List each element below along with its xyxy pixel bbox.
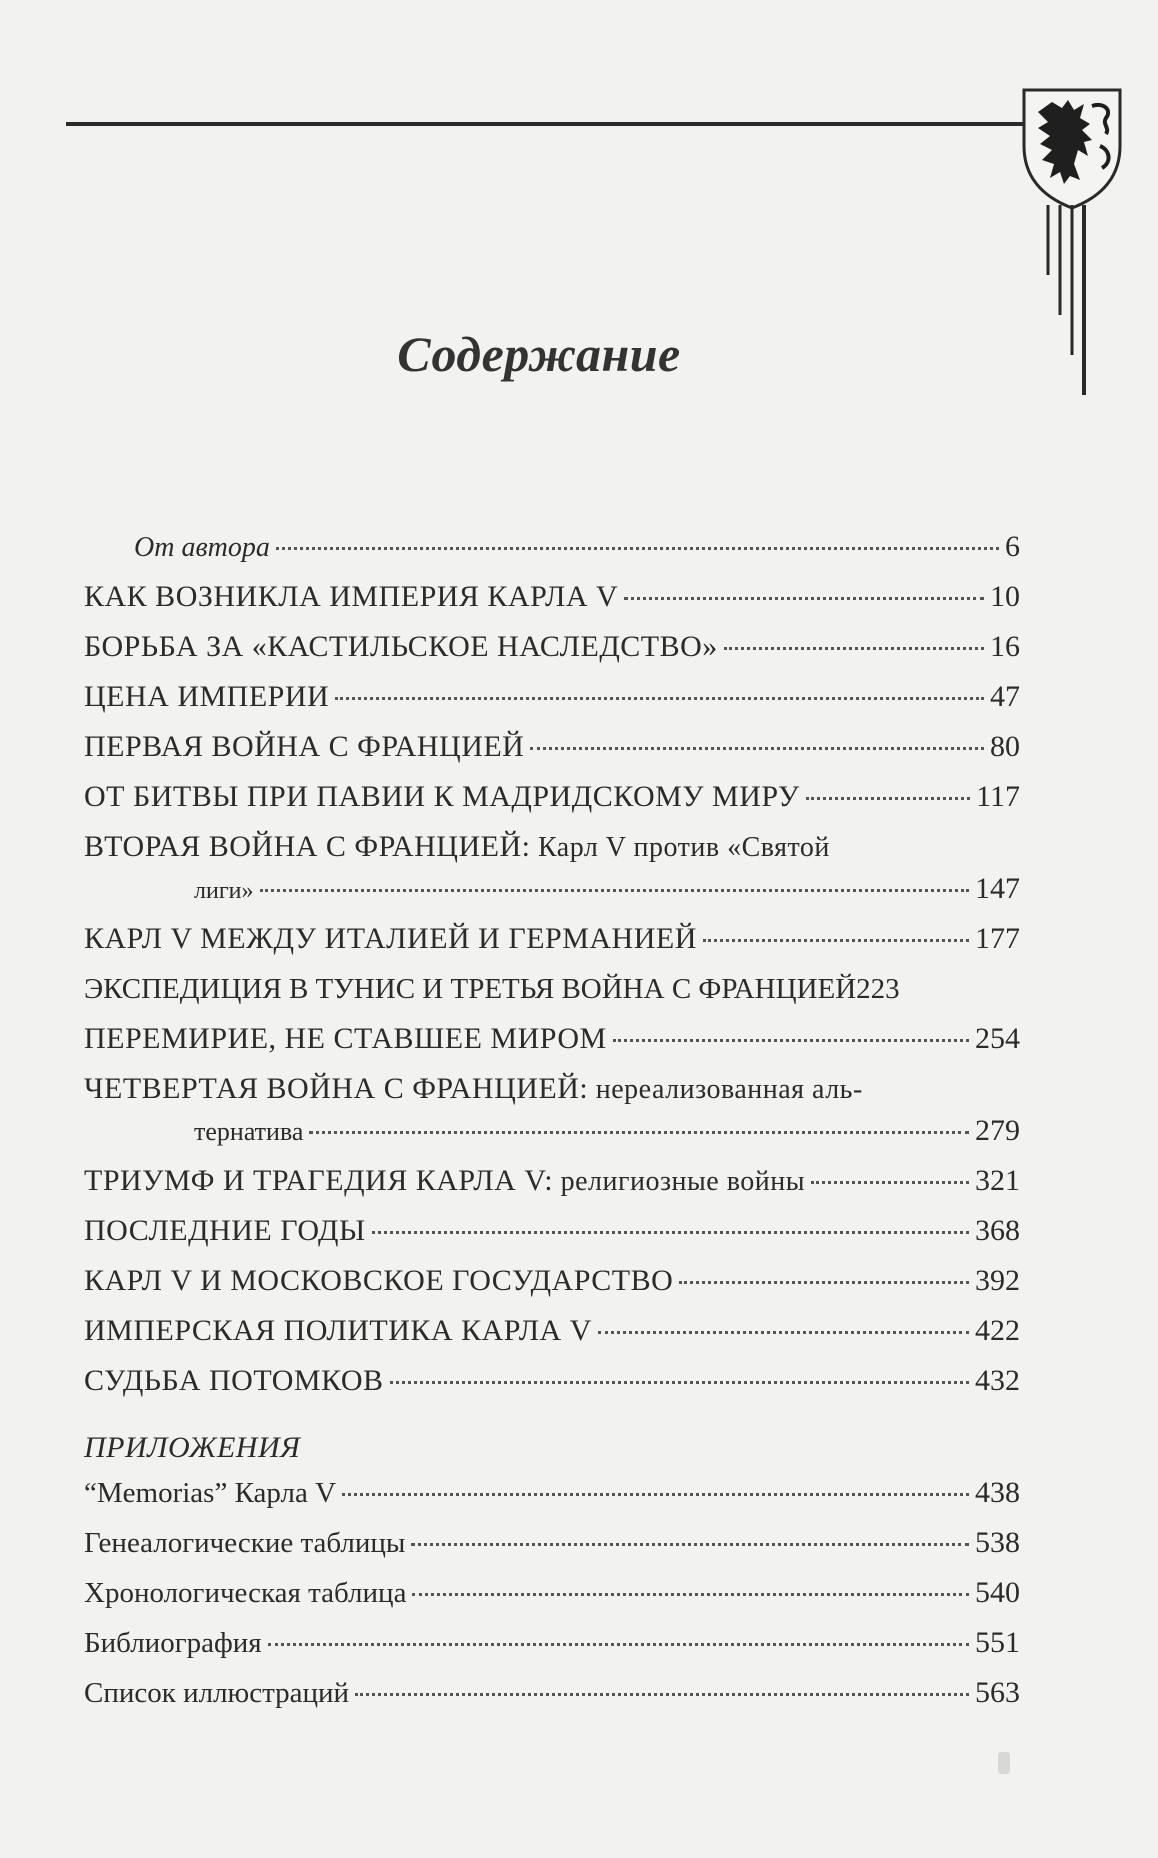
toc-entry-page: 147 xyxy=(975,872,1020,905)
toc-entry-title-caps: ЧЕТВЕРТАЯ ВОЙНА С ФРАНЦИЕЙ: xyxy=(84,1072,589,1105)
toc-entry-page: 321 xyxy=(975,1164,1020,1197)
toc-entry-title: ЭКСПЕДИЦИЯ В ТУНИС И ТРЕТЬЯ ВОЙНА С ФРАНЦИЕЙ xyxy=(84,973,857,1005)
toc-entry[interactable] xyxy=(84,1214,1020,1264)
toc-entry-page: 223 xyxy=(856,973,900,1005)
leader-dots xyxy=(598,1331,969,1334)
toc-entry-page: 117 xyxy=(976,780,1020,813)
toc-entry[interactable] xyxy=(84,1264,1020,1314)
toc-entry-page: 432 xyxy=(975,1364,1020,1397)
toc-entry-title-cont: тернатива xyxy=(194,1117,304,1146)
toc-entry-page: 177 xyxy=(975,922,1020,955)
toc-entry-title: КАК ВОЗНИКЛА ИМПЕРИЯ КАРЛА V xyxy=(84,580,619,613)
toc-entry-title: ИМПЕРСКАЯ ПОЛИТИКА КАРЛА V xyxy=(84,1314,592,1347)
appendix-entry-title: Генеалогические таблицы xyxy=(84,1527,406,1559)
leader-dots xyxy=(372,1231,969,1234)
appendix-heading: ПРИЛОЖЕНИЯ xyxy=(84,1431,301,1464)
table-of-contents xyxy=(84,530,1020,1726)
leader-dots xyxy=(260,889,969,892)
toc-entry[interactable] xyxy=(84,922,1020,972)
toc-entry-title-rest: религиозные войны xyxy=(553,1166,806,1197)
toc-entry[interactable] xyxy=(84,1314,1020,1364)
leader-dots xyxy=(390,1381,969,1384)
appendix-entry-page: 563 xyxy=(975,1676,1020,1709)
leader-dots xyxy=(412,1593,969,1596)
toc-entry[interactable] xyxy=(84,530,1020,580)
leader-dots xyxy=(724,647,984,650)
leader-dots xyxy=(806,797,971,800)
toc-entry[interactable] xyxy=(84,1072,1020,1114)
toc-entry-title: ПЕРВАЯ ВОЙНА С ФРАНЦИЕЙ xyxy=(84,730,525,763)
toc-entry-page: 254 xyxy=(975,1022,1020,1055)
toc-entry-continuation[interactable] xyxy=(84,1114,1020,1164)
toc-entry-title: СУДЬБА ПОТОМКОВ xyxy=(84,1364,384,1397)
leader-dots xyxy=(679,1281,969,1284)
toc-entry-page: 368 xyxy=(975,1214,1020,1247)
toc-entry-page: 422 xyxy=(975,1314,1020,1347)
appendix-entry-page: 551 xyxy=(975,1626,1020,1659)
leader-dots xyxy=(268,1643,969,1646)
toc-entry[interactable] xyxy=(84,680,1020,730)
leader-dots xyxy=(811,1181,969,1184)
toc-entry-page: 279 xyxy=(975,1114,1020,1147)
toc-entry-title-caps: ВТОРАЯ ВОЙНА С ФРАНЦИЕЙ: xyxy=(84,830,531,863)
heraldic-lion-shield-icon xyxy=(1018,84,1126,212)
appendix-entry-page: 438 xyxy=(975,1476,1020,1509)
appendix-entry[interactable] xyxy=(84,1626,1020,1676)
appendix-entry[interactable] xyxy=(84,1476,1020,1526)
leader-dots xyxy=(276,547,999,550)
appendix-entry-title: Список иллюстраций xyxy=(84,1677,350,1709)
toc-entry-title: От автора xyxy=(134,532,270,563)
toc-entry-title-caps: ТРИУМФ И ТРАГЕДИЯ КАРЛА V: xyxy=(84,1164,554,1197)
toc-entry-title-rest: нереализованная аль- xyxy=(588,1074,863,1105)
toc-entry[interactable] xyxy=(84,972,1020,1022)
toc-entry[interactable] xyxy=(84,780,1020,830)
toc-entry[interactable] xyxy=(84,830,1020,872)
appendix-entry-title: “Memorias” Карла V xyxy=(84,1477,337,1509)
page-title: Содержание xyxy=(397,326,681,382)
toc-entry[interactable] xyxy=(84,630,1020,680)
toc-entry-continuation[interactable] xyxy=(84,872,1020,922)
toc-entry-title xyxy=(84,1072,863,1107)
appendix-entry-title: Библиография xyxy=(84,1627,262,1659)
toc-entry-page: 80 xyxy=(990,730,1020,763)
toc-entry-title-rest: Карл V против «Святой xyxy=(530,832,830,863)
toc-entry-title: ПЕРЕМИРИЕ, НЕ СТАВШЕЕ МИРОМ xyxy=(84,1022,607,1055)
leader-dots xyxy=(613,1039,969,1042)
leader-dots xyxy=(530,747,984,750)
header-rule xyxy=(66,122,1026,126)
leader-dots xyxy=(335,697,984,700)
toc-entry-page: 16 xyxy=(990,630,1020,663)
appendix-entry-title: Хронологическая таблица xyxy=(84,1577,407,1609)
appendix-entry[interactable] xyxy=(84,1576,1020,1626)
toc-entry-title xyxy=(84,830,830,865)
toc-entry-title: БОРЬБА ЗА «КАСТИЛЬСКОЕ НАСЛЕДСТВО» xyxy=(84,630,718,663)
page-edge-mark xyxy=(998,1752,1010,1774)
toc-entry-title: ПОСЛЕДНИЕ ГОДЫ xyxy=(84,1214,366,1247)
toc-entry-title: КАРЛ V МЕЖДУ ИТАЛИЕЙ И ГЕРМАНИЕЙ xyxy=(84,922,697,955)
toc-entry-page: 6 xyxy=(1005,530,1020,563)
leader-dots xyxy=(703,939,969,942)
toc-entry-page: 10 xyxy=(990,580,1020,613)
toc-entry[interactable] xyxy=(84,1364,1020,1414)
toc-entry-title-cont: лиги» xyxy=(194,878,254,904)
leader-dots xyxy=(342,1493,969,1496)
leader-dots xyxy=(624,597,984,600)
toc-entry-page: 47 xyxy=(990,680,1020,713)
toc-entry[interactable] xyxy=(84,580,1020,630)
toc-entry-title: ЦЕНА ИМПЕРИИ xyxy=(84,680,330,713)
toc-entry-page: 392 xyxy=(975,1264,1020,1297)
leader-dots xyxy=(309,1131,969,1134)
appendix-entry-page: 540 xyxy=(975,1576,1020,1609)
leader-dots xyxy=(411,1543,969,1546)
appendix-entry[interactable] xyxy=(84,1676,1020,1726)
toc-entry[interactable] xyxy=(84,730,1020,780)
toc-entry[interactable] xyxy=(84,1022,1020,1072)
toc-entry-title xyxy=(84,1164,805,1199)
toc-entry-title: КАРЛ V И МОСКОВСКОЕ ГОСУДАРСТВО xyxy=(84,1264,674,1297)
appendix-entry-page: 538 xyxy=(975,1526,1020,1559)
toc-entry-title: ОТ БИТВЫ ПРИ ПАВИИ К МАДРИДСКОМУ МИРУ xyxy=(84,780,800,813)
appendix-entry[interactable] xyxy=(84,1526,1020,1576)
leader-dots xyxy=(355,1693,969,1696)
toc-entry[interactable] xyxy=(84,1164,1020,1214)
